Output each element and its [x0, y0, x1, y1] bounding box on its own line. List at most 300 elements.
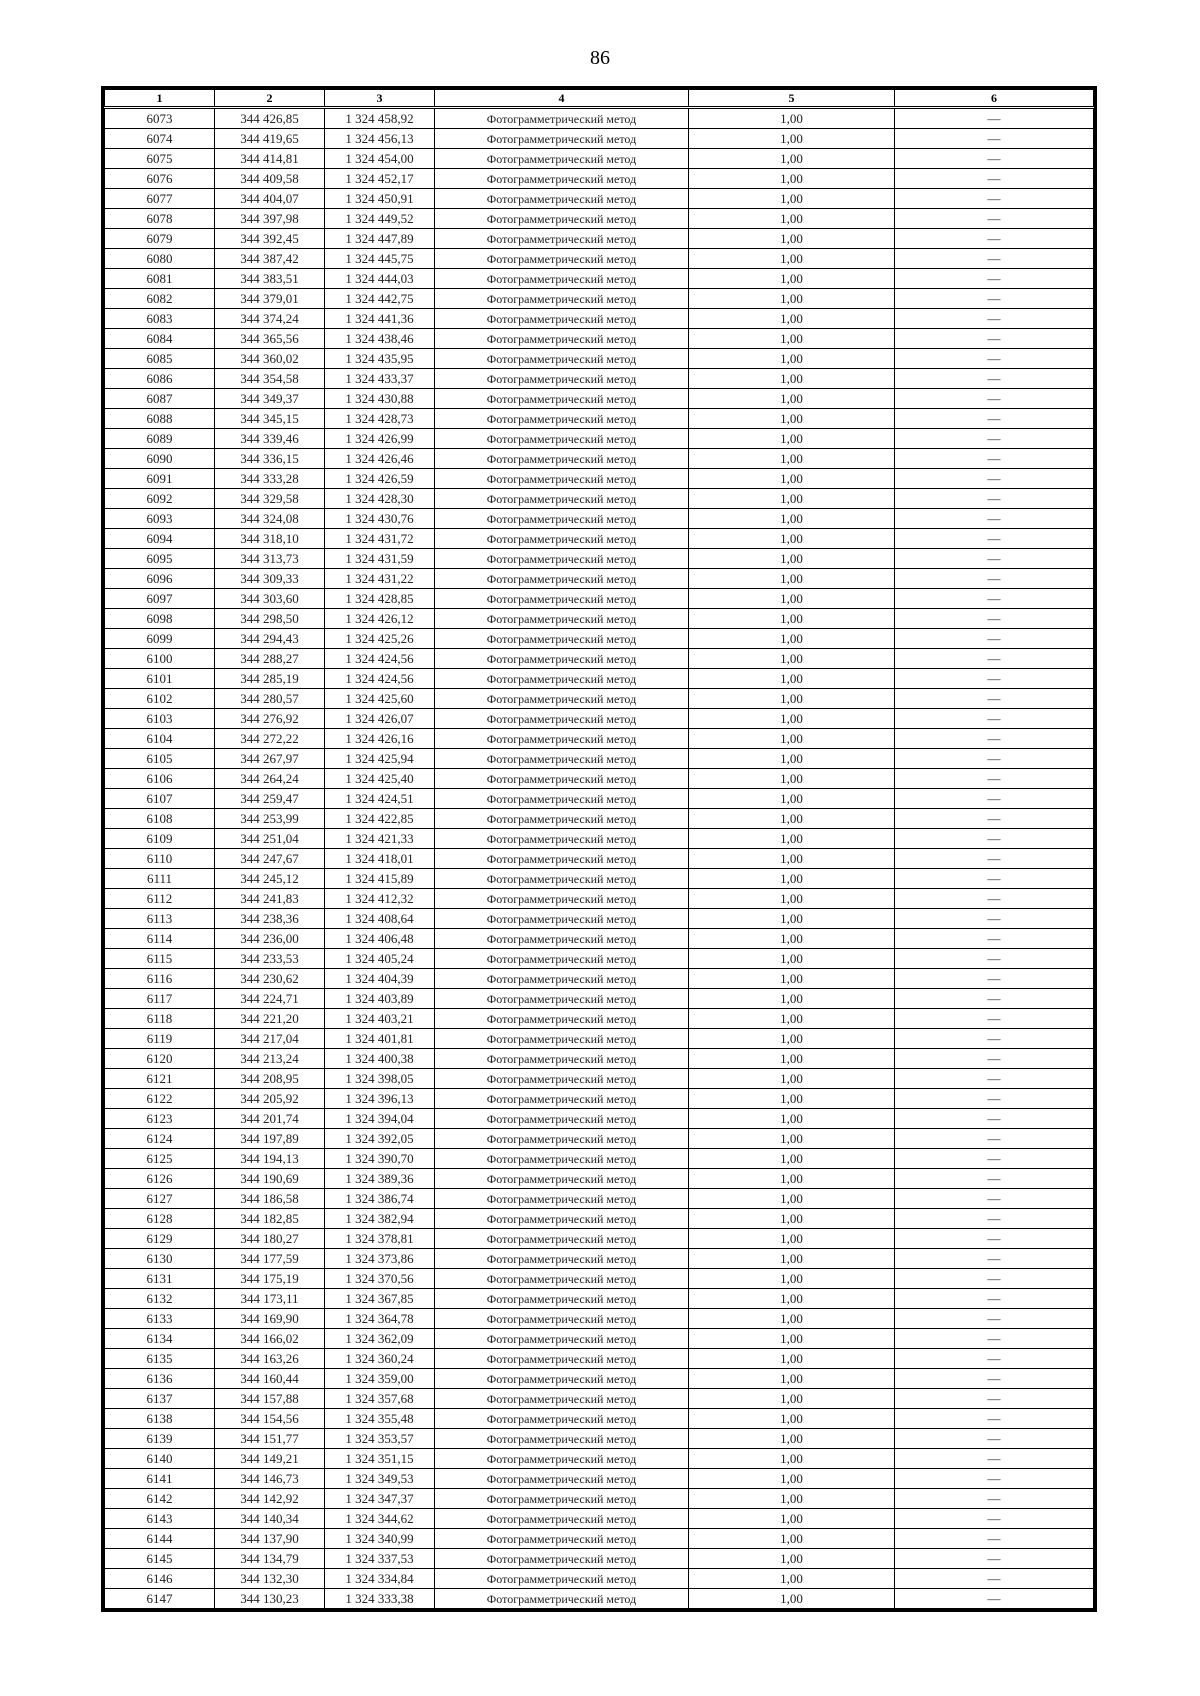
accuracy-cell: 1,00 [689, 1589, 895, 1609]
method-cell: Фотограмметрический метод [435, 409, 689, 429]
table-row [105, 289, 1094, 309]
x-coordinate-cell: 344 197,89 [215, 1129, 325, 1149]
x-coordinate-cell: 344 163,26 [215, 1349, 325, 1369]
note-cell: — [895, 869, 1094, 889]
coordinates-table [101, 86, 1097, 1612]
method-cell: Фотограмметрический метод [435, 849, 689, 869]
point-number-cell: 6124 [105, 1129, 215, 1149]
y-coordinate-cell: 1 324 438,46 [325, 329, 435, 349]
x-coordinate-cell: 344 130,23 [215, 1589, 325, 1609]
table-row [105, 1509, 1094, 1529]
point-number-cell: 6088 [105, 409, 215, 429]
y-coordinate-cell: 1 324 445,75 [325, 249, 435, 269]
method-cell: Фотограмметрический метод [435, 1489, 689, 1509]
y-coordinate-cell: 1 324 452,17 [325, 169, 435, 189]
note-cell: — [895, 489, 1094, 509]
method-cell: Фотограмметрический метод [435, 1289, 689, 1309]
accuracy-cell: 1,00 [689, 1229, 895, 1249]
table-row [105, 1089, 1094, 1109]
method-cell: Фотограмметрический метод [435, 529, 689, 549]
note-cell: — [895, 129, 1094, 149]
point-number-cell: 6118 [105, 1009, 215, 1029]
note-cell: — [895, 1489, 1094, 1509]
table-row [105, 329, 1094, 349]
accuracy-cell: 1,00 [689, 1509, 895, 1529]
x-coordinate-cell: 344 409,58 [215, 169, 325, 189]
x-coordinate-cell: 344 309,33 [215, 569, 325, 589]
y-coordinate-cell: 1 324 389,36 [325, 1169, 435, 1189]
note-cell: — [895, 269, 1094, 289]
y-coordinate-cell: 1 324 408,64 [325, 909, 435, 929]
method-cell: Фотограмметрический метод [435, 869, 689, 889]
y-coordinate-cell: 1 324 415,89 [325, 869, 435, 889]
accuracy-cell: 1,00 [689, 1309, 895, 1329]
x-coordinate-cell: 344 288,27 [215, 649, 325, 669]
y-coordinate-cell: 1 324 418,01 [325, 849, 435, 869]
point-number-cell: 6085 [105, 349, 215, 369]
accuracy-cell: 1,00 [689, 149, 895, 169]
y-coordinate-cell: 1 324 382,94 [325, 1209, 435, 1229]
method-cell: Фотограмметрический метод [435, 1469, 689, 1489]
x-coordinate-cell: 344 276,92 [215, 709, 325, 729]
method-cell: Фотограмметрический метод [435, 1329, 689, 1349]
note-cell: — [895, 1329, 1094, 1349]
accuracy-cell: 1,00 [689, 289, 895, 309]
point-number-cell: 6116 [105, 969, 215, 989]
x-coordinate-cell: 344 149,21 [215, 1449, 325, 1469]
x-coordinate-cell: 344 280,57 [215, 689, 325, 709]
note-cell: — [895, 1169, 1094, 1189]
accuracy-cell: 1,00 [689, 429, 895, 449]
note-cell: — [895, 1149, 1094, 1169]
table-row [105, 549, 1094, 569]
accuracy-cell: 1,00 [689, 789, 895, 809]
x-coordinate-cell: 344 190,69 [215, 1169, 325, 1189]
point-number-cell: 6078 [105, 209, 215, 229]
y-coordinate-cell: 1 324 435,95 [325, 349, 435, 369]
note-cell: — [895, 1449, 1094, 1469]
note-cell: — [895, 1249, 1094, 1269]
point-number-cell: 6129 [105, 1229, 215, 1249]
table-row [105, 1149, 1094, 1169]
accuracy-cell: 1,00 [689, 909, 895, 929]
method-cell: Фотограмметрический метод [435, 1429, 689, 1449]
point-number-cell: 6131 [105, 1269, 215, 1289]
y-coordinate-cell: 1 324 449,52 [325, 209, 435, 229]
table-row [105, 1429, 1094, 1449]
accuracy-cell: 1,00 [689, 1369, 895, 1389]
point-number-cell: 6134 [105, 1329, 215, 1349]
y-coordinate-cell: 1 324 458,92 [325, 108, 435, 129]
note-cell: — [895, 849, 1094, 869]
table-row [105, 449, 1094, 469]
accuracy-cell: 1,00 [689, 529, 895, 549]
table-row [105, 689, 1094, 709]
note-cell: — [895, 989, 1094, 1009]
x-coordinate-cell: 344 251,04 [215, 829, 325, 849]
x-coordinate-cell: 344 230,62 [215, 969, 325, 989]
note-cell: — [895, 1469, 1094, 1489]
method-cell: Фотограмметрический метод [435, 729, 689, 749]
table-row [105, 389, 1094, 409]
point-number-cell: 6107 [105, 789, 215, 809]
accuracy-cell: 1,00 [689, 1429, 895, 1449]
accuracy-cell: 1,00 [689, 489, 895, 509]
table-row [105, 229, 1094, 249]
method-cell: Фотограмметрический метод [435, 1189, 689, 1209]
method-cell: Фотограмметрический метод [435, 889, 689, 909]
method-cell: Фотограмметрический метод [435, 1409, 689, 1429]
x-coordinate-cell: 344 298,50 [215, 609, 325, 629]
point-number-cell: 6083 [105, 309, 215, 329]
y-coordinate-cell: 1 324 367,85 [325, 1289, 435, 1309]
x-coordinate-cell: 344 259,47 [215, 789, 325, 809]
method-cell: Фотограмметрический метод [435, 589, 689, 609]
x-coordinate-cell: 344 221,20 [215, 1009, 325, 1029]
accuracy-cell: 1,00 [689, 1469, 895, 1489]
column-header: 1 [105, 90, 215, 108]
note-cell: — [895, 189, 1094, 209]
x-coordinate-cell: 344 247,67 [215, 849, 325, 869]
table-row [105, 989, 1094, 1009]
point-number-cell: 6090 [105, 449, 215, 469]
table-row [105, 1569, 1094, 1589]
column-header: 4 [435, 90, 689, 108]
method-cell: Фотограмметрический метод [435, 709, 689, 729]
method-cell: Фотограмметрический метод [435, 1069, 689, 1089]
note-cell: — [895, 149, 1094, 169]
method-cell: Фотограмметрический метод [435, 108, 689, 129]
point-number-cell: 6128 [105, 1209, 215, 1229]
point-number-cell: 6097 [105, 589, 215, 609]
method-cell: Фотограмметрический метод [435, 989, 689, 1009]
table-row [105, 629, 1094, 649]
method-cell: Фотограмметрический метод [435, 349, 689, 369]
x-coordinate-cell: 344 313,73 [215, 549, 325, 569]
point-number-cell: 6077 [105, 189, 215, 209]
y-coordinate-cell: 1 324 355,48 [325, 1409, 435, 1429]
accuracy-cell: 1,00 [689, 589, 895, 609]
table-row [105, 1109, 1094, 1129]
y-coordinate-cell: 1 324 359,00 [325, 1369, 435, 1389]
accuracy-cell: 1,00 [689, 1549, 895, 1569]
table-row [105, 509, 1094, 529]
note-cell: — [895, 689, 1094, 709]
y-coordinate-cell: 1 324 386,74 [325, 1189, 435, 1209]
table-row [105, 1589, 1094, 1609]
table-row [105, 729, 1094, 749]
table-row [105, 709, 1094, 729]
accuracy-cell: 1,00 [689, 1489, 895, 1509]
point-number-cell: 6139 [105, 1429, 215, 1449]
x-coordinate-cell: 344 426,85 [215, 108, 325, 129]
point-number-cell: 6076 [105, 169, 215, 189]
column-header: 2 [215, 90, 325, 108]
accuracy-cell: 1,00 [689, 1289, 895, 1309]
table-row [105, 1449, 1094, 1469]
y-coordinate-cell: 1 324 447,89 [325, 229, 435, 249]
y-coordinate-cell: 1 324 421,33 [325, 829, 435, 849]
note-cell: — [895, 1529, 1094, 1549]
table-row [105, 749, 1094, 769]
x-coordinate-cell: 344 339,46 [215, 429, 325, 449]
x-coordinate-cell: 344 253,99 [215, 809, 325, 829]
note-cell: — [895, 509, 1094, 529]
accuracy-cell: 1,00 [689, 809, 895, 829]
point-number-cell: 6091 [105, 469, 215, 489]
method-cell: Фотограмметрический метод [435, 189, 689, 209]
method-cell: Фотограмметрический метод [435, 669, 689, 689]
y-coordinate-cell: 1 324 454,00 [325, 149, 435, 169]
table-row [105, 149, 1094, 169]
point-number-cell: 6120 [105, 1049, 215, 1069]
table-row [105, 869, 1094, 889]
y-coordinate-cell: 1 324 378,81 [325, 1229, 435, 1249]
point-number-cell: 6106 [105, 769, 215, 789]
y-coordinate-cell: 1 324 398,05 [325, 1069, 435, 1089]
accuracy-cell: 1,00 [689, 309, 895, 329]
accuracy-cell: 1,00 [689, 1409, 895, 1429]
point-number-cell: 6108 [105, 809, 215, 829]
note-cell: — [895, 1289, 1094, 1309]
x-coordinate-cell: 344 354,58 [215, 369, 325, 389]
point-number-cell: 6117 [105, 989, 215, 1009]
x-coordinate-cell: 344 245,12 [215, 869, 325, 889]
method-cell: Фотограмметрический метод [435, 1129, 689, 1149]
accuracy-cell: 1,00 [689, 189, 895, 209]
point-number-cell: 6112 [105, 889, 215, 909]
y-coordinate-cell: 1 324 349,53 [325, 1469, 435, 1489]
note-cell: — [895, 249, 1094, 269]
table-row [105, 809, 1094, 829]
accuracy-cell: 1,00 [689, 1569, 895, 1589]
x-coordinate-cell: 344 383,51 [215, 269, 325, 289]
point-number-cell: 6115 [105, 949, 215, 969]
accuracy-cell: 1,00 [689, 1109, 895, 1129]
x-coordinate-cell: 344 349,37 [215, 389, 325, 409]
accuracy-cell: 1,00 [689, 1009, 895, 1029]
method-cell: Фотограмметрический метод [435, 369, 689, 389]
point-number-cell: 6122 [105, 1089, 215, 1109]
method-cell: Фотограмметрический метод [435, 569, 689, 589]
y-coordinate-cell: 1 324 426,07 [325, 709, 435, 729]
table-row [105, 1069, 1094, 1089]
note-cell: — [895, 829, 1094, 849]
note-cell: — [895, 529, 1094, 549]
table-row [105, 1129, 1094, 1149]
y-coordinate-cell: 1 324 426,46 [325, 449, 435, 469]
x-coordinate-cell: 344 217,04 [215, 1029, 325, 1049]
note-cell: — [895, 1109, 1094, 1129]
accuracy-cell: 1,00 [689, 1129, 895, 1149]
method-cell: Фотограмметрический метод [435, 549, 689, 569]
accuracy-cell: 1,00 [689, 749, 895, 769]
accuracy-cell: 1,00 [689, 1149, 895, 1169]
y-coordinate-cell: 1 324 431,59 [325, 549, 435, 569]
method-cell: Фотограмметрический метод [435, 629, 689, 649]
x-coordinate-cell: 344 345,15 [215, 409, 325, 429]
accuracy-cell: 1,00 [689, 869, 895, 889]
note-cell: — [895, 369, 1094, 389]
x-coordinate-cell: 344 146,73 [215, 1469, 325, 1489]
y-coordinate-cell: 1 324 394,04 [325, 1109, 435, 1129]
accuracy-cell: 1,00 [689, 729, 895, 749]
point-number-cell: 6132 [105, 1289, 215, 1309]
method-cell: Фотограмметрический метод [435, 789, 689, 809]
table-row [105, 1369, 1094, 1389]
point-number-cell: 6074 [105, 129, 215, 149]
table-row [105, 1469, 1094, 1489]
accuracy-cell: 1,00 [689, 449, 895, 469]
table-row [105, 609, 1094, 629]
y-coordinate-cell: 1 324 426,99 [325, 429, 435, 449]
table-row [105, 969, 1094, 989]
point-number-cell: 6084 [105, 329, 215, 349]
x-coordinate-cell: 344 201,74 [215, 1109, 325, 1129]
table-row [105, 429, 1094, 449]
accuracy-cell: 1,00 [689, 349, 895, 369]
y-coordinate-cell: 1 324 390,70 [325, 1149, 435, 1169]
point-number-cell: 6137 [105, 1389, 215, 1409]
x-coordinate-cell: 344 166,02 [215, 1329, 325, 1349]
x-coordinate-cell: 344 151,77 [215, 1429, 325, 1449]
y-coordinate-cell: 1 324 403,21 [325, 1009, 435, 1029]
method-cell: Фотограмметрический метод [435, 929, 689, 949]
table-row [105, 569, 1094, 589]
y-coordinate-cell: 1 324 400,38 [325, 1049, 435, 1069]
table-row [105, 1329, 1094, 1349]
point-number-cell: 6105 [105, 749, 215, 769]
note-cell: — [895, 549, 1094, 569]
point-number-cell: 6143 [105, 1509, 215, 1529]
point-number-cell: 6146 [105, 1569, 215, 1589]
y-coordinate-cell: 1 324 442,75 [325, 289, 435, 309]
accuracy-cell: 1,00 [689, 1389, 895, 1409]
y-coordinate-cell: 1 324 456,13 [325, 129, 435, 149]
note-cell: — [895, 589, 1094, 609]
point-number-cell: 6111 [105, 869, 215, 889]
method-cell: Фотограмметрический метод [435, 1089, 689, 1109]
y-coordinate-cell: 1 324 431,22 [325, 569, 435, 589]
point-number-cell: 6100 [105, 649, 215, 669]
method-cell: Фотограмметрический метод [435, 1549, 689, 1569]
method-cell: Фотограмметрический метод [435, 1349, 689, 1369]
note-cell: — [895, 389, 1094, 409]
x-coordinate-cell: 344 233,53 [215, 949, 325, 969]
accuracy-cell: 1,00 [689, 1049, 895, 1069]
y-coordinate-cell: 1 324 362,09 [325, 1329, 435, 1349]
x-coordinate-cell: 344 329,58 [215, 489, 325, 509]
method-cell: Фотограмметрический метод [435, 1029, 689, 1049]
note-cell: — [895, 1269, 1094, 1289]
y-coordinate-cell: 1 324 340,99 [325, 1529, 435, 1549]
method-cell: Фотограмметрический метод [435, 209, 689, 229]
x-coordinate-cell: 344 294,43 [215, 629, 325, 649]
accuracy-cell: 1,00 [689, 209, 895, 229]
point-number-cell: 6141 [105, 1469, 215, 1489]
accuracy-cell: 1,00 [689, 249, 895, 269]
accuracy-cell: 1,00 [689, 709, 895, 729]
table-row [105, 1529, 1094, 1549]
x-coordinate-cell: 344 180,27 [215, 1229, 325, 1249]
y-coordinate-cell: 1 324 426,16 [325, 729, 435, 749]
note-cell: — [895, 1009, 1094, 1029]
table-row [105, 669, 1094, 689]
x-coordinate-cell: 344 414,81 [215, 149, 325, 169]
point-number-cell: 6081 [105, 269, 215, 289]
table-row [105, 309, 1094, 329]
method-cell: Фотограмметрический метод [435, 429, 689, 449]
y-coordinate-cell: 1 324 428,85 [325, 589, 435, 609]
y-coordinate-cell: 1 324 333,38 [325, 1589, 435, 1609]
note-cell: — [895, 229, 1094, 249]
x-coordinate-cell: 344 186,58 [215, 1189, 325, 1209]
note-cell: — [895, 769, 1094, 789]
table-row [105, 849, 1094, 869]
note-cell: — [895, 169, 1094, 189]
method-cell: Фотограмметрический метод [435, 449, 689, 469]
point-number-cell: 6130 [105, 1249, 215, 1269]
note-cell: — [895, 1029, 1094, 1049]
y-coordinate-cell: 1 324 351,15 [325, 1449, 435, 1469]
x-coordinate-cell: 344 137,90 [215, 1529, 325, 1549]
x-coordinate-cell: 344 194,13 [215, 1149, 325, 1169]
point-number-cell: 6073 [105, 108, 215, 129]
note-cell: — [895, 449, 1094, 469]
x-coordinate-cell: 344 333,28 [215, 469, 325, 489]
accuracy-cell: 1,00 [689, 329, 895, 349]
y-coordinate-cell: 1 324 425,60 [325, 689, 435, 709]
point-number-cell: 6147 [105, 1589, 215, 1609]
point-number-cell: 6121 [105, 1069, 215, 1089]
accuracy-cell: 1,00 [689, 769, 895, 789]
point-number-cell: 6102 [105, 689, 215, 709]
table-row [105, 1209, 1094, 1229]
method-cell: Фотограмметрический метод [435, 289, 689, 309]
y-coordinate-cell: 1 324 425,40 [325, 769, 435, 789]
point-number-cell: 6144 [105, 1529, 215, 1549]
y-coordinate-cell: 1 324 360,24 [325, 1349, 435, 1369]
method-cell: Фотограмметрический метод [435, 1589, 689, 1609]
x-coordinate-cell: 344 387,42 [215, 249, 325, 269]
point-number-cell: 6126 [105, 1169, 215, 1189]
method-cell: Фотограмметрический метод [435, 329, 689, 349]
note-cell: — [895, 1389, 1094, 1409]
point-number-cell: 6125 [105, 1149, 215, 1169]
note-cell: — [895, 1369, 1094, 1389]
point-number-cell: 6104 [105, 729, 215, 749]
x-coordinate-cell: 344 374,24 [215, 309, 325, 329]
accuracy-cell: 1,00 [689, 609, 895, 629]
method-cell: Фотограмметрический метод [435, 1569, 689, 1589]
table-row [105, 108, 1094, 129]
table-row [105, 249, 1094, 269]
x-coordinate-cell: 344 241,83 [215, 889, 325, 909]
accuracy-cell: 1,00 [689, 108, 895, 129]
point-number-cell: 6109 [105, 829, 215, 849]
y-coordinate-cell: 1 324 353,57 [325, 1429, 435, 1449]
accuracy-cell: 1,00 [689, 569, 895, 589]
table-row [105, 1189, 1094, 1209]
method-cell: Фотограмметрический метод [435, 809, 689, 829]
table-row [105, 529, 1094, 549]
y-coordinate-cell: 1 324 337,53 [325, 1549, 435, 1569]
point-number-cell: 6110 [105, 849, 215, 869]
table-row [105, 129, 1094, 149]
page-number: 86 [590, 47, 610, 69]
table-row [105, 369, 1094, 389]
method-cell: Фотограмметрический метод [435, 1389, 689, 1409]
